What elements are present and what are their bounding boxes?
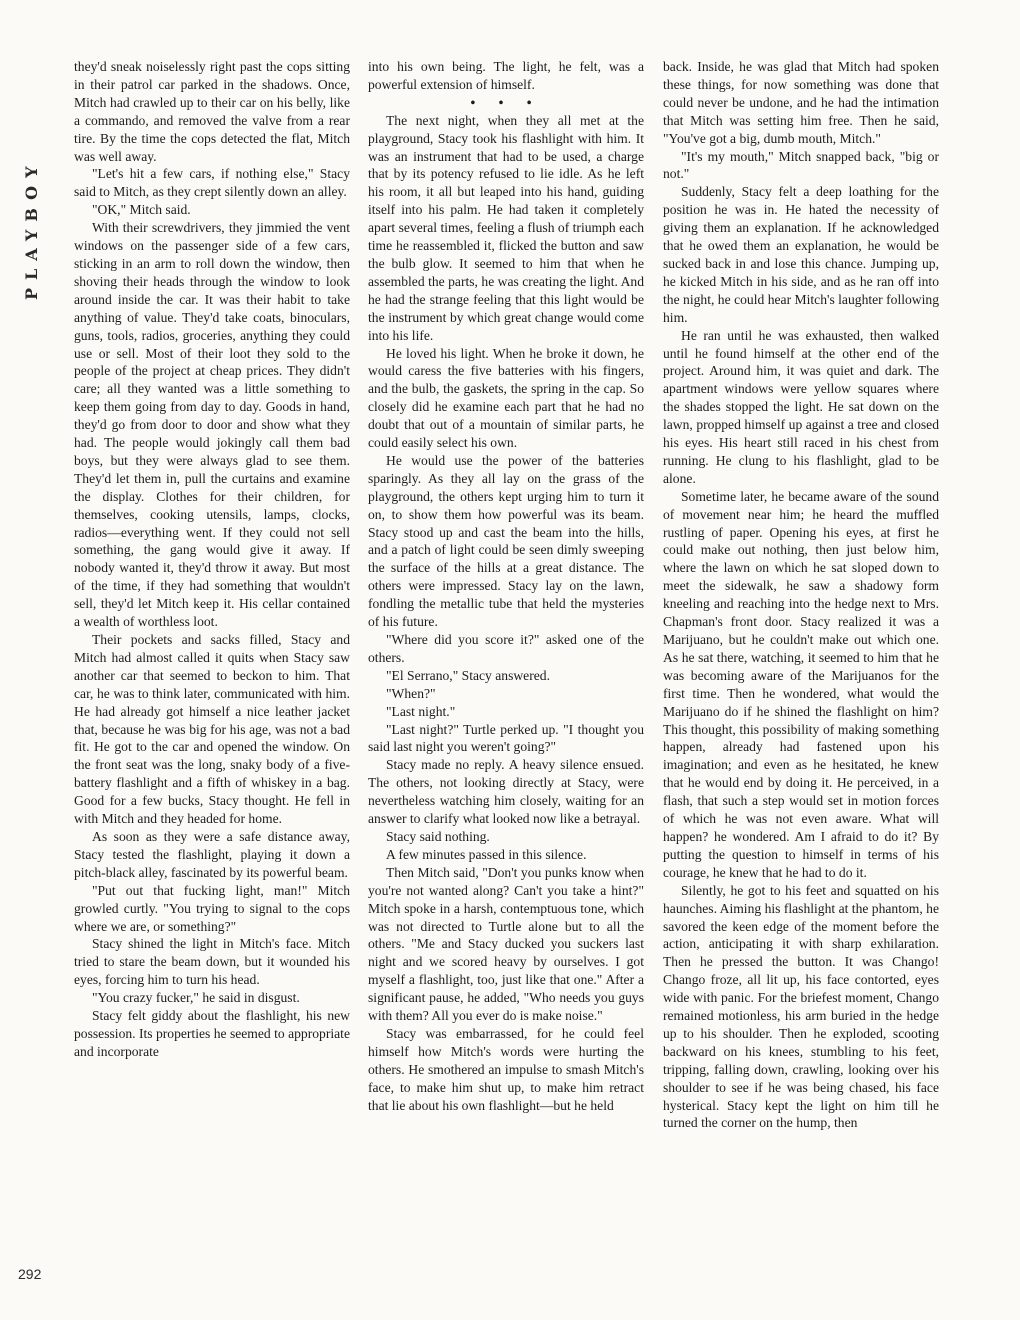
paragraph: He loved his light. When he broke it down, he would caress the five batteries with his fingers, and the bulb, the gaskets, the spring in the cap. So closely did he examine each part that he had no doubt that out of a mountain of similar parts, he could easily select his own. bbox=[368, 345, 644, 451]
paragraph: "It's my mouth," Mitch snapped back, "big or not." bbox=[663, 148, 939, 182]
paragraph: "Last night." bbox=[386, 703, 456, 719]
paragraph: The next night, when they all met at the playground, Stacy took his flashlight with him. It was an instrument that had to be used, a charge that by its potency refused to lie idle. As he left his room, it all but leaped into his hand, guiding itself into his palm. He had taken it completely apart several times, feeling a flush of triumph each time he reassembled it, flicked the button and saw the bulb glow. It seemed to him that when he assembled the parts, he was creating the light. And he had the strange feeling that this light would be the instrument by which great change would come into his life. bbox=[368, 112, 644, 343]
paragraph: "El Serrano," Stacy answered. bbox=[386, 667, 550, 683]
paragraph: back. Inside, he was glad that Mitch had spoken these things, for now something was done that could never be undone, and he had the intimation that Mitch was setting him free. Then he said, "You've got a big, dumb mouth, Mitch." bbox=[663, 59, 939, 146]
paragraph: "Where did you score it?" asked one of the others. bbox=[368, 632, 644, 665]
paragraph: Their pockets and sacks filled, Stacy and Mitch had almost called it quits when Stacy saw another car that seemed to beckon to him. That car, he was to think later, communicated with him. He had already got himself a nice leather jacket that, because he was big for his age, was not a bad fit. He got to the car and opened the window. On the front seat was the long, snaky body of a five-battery flashlight and a fifth of whiskey in a bag. Good for a few bucks, Stacy thought. He fell in with Mitch and they headed for home. bbox=[74, 632, 350, 827]
paragraph: He ran until he was exhausted, then walked until he found himself at the other end of the project. Around him, it was quiet and dark. The apartment windows were yellow squares where the shades stopped the light. He sat down on the lawn, propped himself up against a tree and closed his eyes. His heart still raced in his chest from running. He clung to his flashlight, glad to be alone. bbox=[663, 327, 939, 486]
paragraph: Silently, he got to his feet and squatted on his haunches. Aiming his flashlight at the phantom, he savored the keen edge of the moment before the action, anticipating it with sharp exhilaration. Then he pressed the button. It was Chango! Chango froze, all lit up, his face contorted, eyes wide with panic. For the briefest moment, Chango remained motionless, his arm buried in the hedge up to his shoulder. Then he exploded, scooting backward on his knees, stumbling to his feet, tripping, falling down, crawling, looking over his shoulder to see if he was being chased, his face hysterical. Stacy kept the light on him till he turned the corner on the hump, then bbox=[663, 882, 939, 1131]
magazine-name-vertical bbox=[22, 60, 46, 310]
paragraph: "OK," Mitch said. bbox=[92, 202, 191, 218]
section-separator: • • • bbox=[470, 94, 542, 110]
text-column-2 bbox=[368, 58, 644, 1278]
paragraph: they'd sneak noiselessly right past the cops sitting in their patrol car parked in the shadows. Once, Mitch had crawled up to their car on his belly, like a commando, and removed the valve from a rear tire. By the time the cops detected the flat, Mitch was well away. bbox=[74, 59, 350, 164]
paragraph: Stacy said nothing. bbox=[386, 828, 490, 844]
text-column-1 bbox=[74, 58, 350, 1278]
paragraph: "Put out that fucking light, man!" Mitch growled curtly. "You trying to signal to the cops where we are, or something?" bbox=[74, 882, 350, 934]
paragraph: "Let's hit a few cars, if nothing else," Stacy said to Mitch, as they crept silently down an alley. bbox=[74, 166, 350, 200]
paragraph: As soon as they were a safe distance away, Stacy tested the flashlight, playing it down a pitch-black alley, fascinated by its powerful beam. bbox=[74, 828, 350, 880]
paragraph: He would use the power of the batteries sparingly. As they all lay on the grass of the playground, the others kept urging him to turn it on, to show them how powerful was its beam. Stacy stood up and cast the beam into the hills, and a patch of light could be seen dimly sweeping the surface of the hills at a great distance. The others were impressed. Stacy lay on the lawn, fondling the metallic tube that held the mysteries of his future. bbox=[368, 452, 644, 630]
paragraph: Suddenly, Stacy felt a deep loathing for the position he was in. He hated the necessity of giving them an explanation. If he acknowledged that he owed them an explanation, he would be sucked back in and lose this chance. Jumping up, he kicked Mitch in his side, and as he ran off into the night, he could hear Mitch's laughter following him. bbox=[663, 184, 939, 325]
paragraph: "You crazy fucker," he said in disgust. bbox=[92, 990, 300, 1006]
page-number: 292 bbox=[18, 1266, 42, 1282]
paragraph: With their screwdrivers, they jimmied the vent windows on the passenger side of a few cars, sticking in an arm to roll down the window, then shoving their heads through the window to look around inside the car. It was their habit to take anything of value. They'd take coats, binoculars, guns, tools, radios, groceries, anything they could use or sell. Most of their loot they sold to the people of the project at cheap prices. They didn't care; all they wanted was a little something to keep them going from day to day. Goods in hand, they'd go from door to door and show what they had. The people would jokingly call them bad boys, but they were always glad to see them. They'd let them in, pull the curtains and examine the display. Clothes for their children, for themselves, cooking utensils, lamps, clocks, radios—everything went. If they could not sell something, the gang would give it away. If nobody wanted it, they'd throw it away. But most of the time, if they had something that wouldn't sell, they'd let Mitch keep it. His cellar contained a wealth of worthless loot. bbox=[74, 220, 350, 630]
paragraph: "Last night?" Turtle perked up. "I thought you said last night you weren't going?" bbox=[368, 721, 644, 755]
paragraph: "When?" bbox=[386, 685, 436, 701]
paragraph: A few minutes passed in this silence. bbox=[386, 846, 587, 862]
paragraph: Stacy was embarrassed, for he could feel himself how Mitch's words were hurting the others. He smothered an impulse to smash Mitch's face, to make him shut up, to make him retract that lie about his own flashlight—but he held bbox=[368, 1025, 644, 1113]
paragraph: Stacy felt giddy about the flashlight, his new possession. Its properties he seemed to appropriate and incorporate bbox=[74, 1008, 350, 1059]
paragraph: into his own being. The light, he felt, was a powerful extension of himself. bbox=[368, 59, 644, 92]
magazine-name-text: PLAYBOY bbox=[22, 158, 41, 300]
paragraph: Then Mitch said, "Don't you punks know when you're not wanted along? Can't you take a hint?" Mitch spoke in a harsh, contemptuous tone, which was not directed to Turtle alone but to all the others. "Me and Stacy ducked you suckers last night and we scored heavy by ourselves. I got myself a flashlight, too, just like that one." After a significant pause, he added, "Who needs you guys with them? All you ever do is make noise." bbox=[368, 864, 644, 1024]
text-column-3 bbox=[663, 58, 939, 1278]
paragraph: Stacy made no reply. A heavy silence ensued. The others, not looking directly at Stacy, were nevertheless watching him closely, waiting for an answer to clarify what looked now like a betrayal. bbox=[368, 757, 644, 827]
paragraph: Sometime later, he became aware of the sound of movement near him; he heard the muffled rustling of paper. Opening his eyes, at first he could make out nothing, then just below him, where the lawn on which he sat sloped down to meet the sidewalk, he saw a shadowy form kneeling and reaching into the hedge next to Mrs. Chapman's front door. Stacy realized it was a Marijuano, but he couldn't make out which one. As he sat there, watching, it seemed to him that he was becoming aware of the Marijuanos for the first time. Then he wondered, what would the Marijuano do if he shined the flashlight on him? This thought, this possibility of making something happen, already had fastened upon his imagination; and even as he hesitated, he knew that he would end by doing it. He perceived, in a flash, that such a step would set in motion forces of which he was not even aware. What will happen? he wondered. Am I afraid to do it? By putting the question to himself in terms of his courage, he knew that he had to do it. bbox=[663, 488, 939, 880]
paragraph: Stacy shined the light in Mitch's face. Mitch tried to stare the beam down, but it wounded his eyes, forcing him to turn his head. bbox=[74, 936, 350, 988]
